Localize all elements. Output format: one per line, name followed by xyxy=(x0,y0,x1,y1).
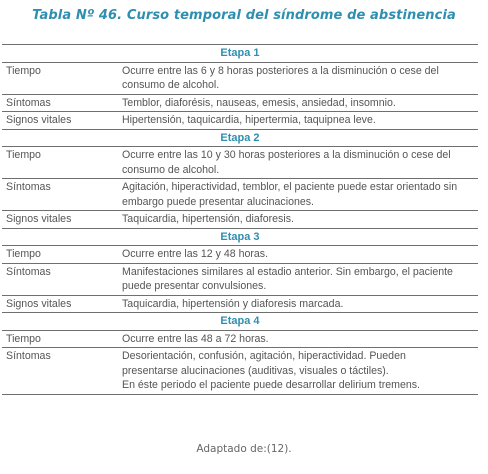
description-line: presentarse alucinaciones (auditivas, visuales o táctiles). xyxy=(122,364,389,377)
stage-header-row xyxy=(2,313,478,331)
table-row xyxy=(2,179,478,211)
row-description xyxy=(118,94,478,112)
row-label: Signos vitales xyxy=(2,211,118,229)
description-line: Temblor, diaforésis, nauseas, emesis, ansiedad, insomnio. xyxy=(122,96,396,109)
stage-header-row xyxy=(2,45,478,63)
stage-header-row xyxy=(2,228,478,246)
row-label: Síntomas xyxy=(2,348,118,395)
row-description xyxy=(118,211,478,229)
description-line: consumo de alcohol. xyxy=(122,163,220,176)
description-line: En éste periodo el paciente puede desarrollar delirium tremens. xyxy=(122,379,420,391)
description-line: Taquicardia, hipertensión, diaforesis. xyxy=(122,213,294,225)
row-label: Signos vitales xyxy=(2,295,118,313)
row-description xyxy=(118,112,478,130)
description-line: Agitación, hiperactividad, temblor, el paciente puede estar orientado sin xyxy=(122,181,458,193)
description-line: Ocurre entre las 6 y 8 horas posteriores a la disminución o cese del xyxy=(122,64,439,77)
stage-header-row xyxy=(2,129,478,147)
table-row xyxy=(2,295,478,313)
description-line: Ocurre entre las 48 a 72 horas. xyxy=(122,332,269,345)
table-row xyxy=(2,348,478,395)
row-description xyxy=(118,147,478,179)
row-label: Síntomas xyxy=(2,179,118,211)
row-label: Síntomas xyxy=(2,263,118,295)
description-line: Hipertensión, taquicardia, hipertermia, taquipnea leve. xyxy=(122,114,376,126)
row-description xyxy=(118,62,478,94)
row-description xyxy=(118,263,478,295)
stage-heading: Etapa 4 xyxy=(2,313,478,331)
table-row xyxy=(2,211,478,229)
row-label: Tiempo xyxy=(2,62,118,94)
description-line: Ocurre entre las 12 y 48 horas. xyxy=(122,248,269,260)
description-line: embargo puede presentar alucinaciones. xyxy=(122,195,314,208)
stage-heading: Etapa 3 xyxy=(2,228,478,246)
row-label: Síntomas xyxy=(2,94,118,112)
description-line: Ocurre entre las 10 y 30 horas posteriores a la disminución o cese del xyxy=(122,149,451,161)
stage-heading: Etapa 2 xyxy=(2,129,478,147)
description-line: puede presentar convulsiones. xyxy=(122,280,267,292)
table-row xyxy=(2,147,478,179)
row-description xyxy=(118,179,478,211)
row-label: Signos vitales xyxy=(2,112,118,130)
table-row xyxy=(2,112,478,130)
row-label: Tiempo xyxy=(2,147,118,179)
row-description xyxy=(118,246,478,264)
table-row xyxy=(2,62,478,94)
row-description xyxy=(118,295,478,313)
description-line: Taquicardia, hipertensión y diaforesis marcada. xyxy=(122,297,344,310)
source-footnote: Adaptado de:(12). xyxy=(196,443,292,455)
row-description xyxy=(118,348,478,395)
row-label: Tiempo xyxy=(2,330,118,348)
row-description xyxy=(118,330,478,348)
row-label: Tiempo xyxy=(2,246,118,264)
table-title: Tabla Nº 46. Curso temporal del síndrome de abstinencia xyxy=(32,8,456,23)
table-row xyxy=(2,330,478,348)
table-row xyxy=(2,94,478,112)
stage-heading: Etapa 1 xyxy=(2,45,478,63)
description-line: consumo de alcohol. xyxy=(122,79,220,91)
table-row xyxy=(2,246,478,264)
table-row xyxy=(2,263,478,295)
description-line: Manifestaciones similares al estadio anterior. Sin embargo, el paciente xyxy=(122,265,453,278)
description-line: Desorientación, confusión, agitación, hiperactividad. Pueden xyxy=(122,350,406,362)
withdrawal-timeline-table xyxy=(2,44,478,395)
